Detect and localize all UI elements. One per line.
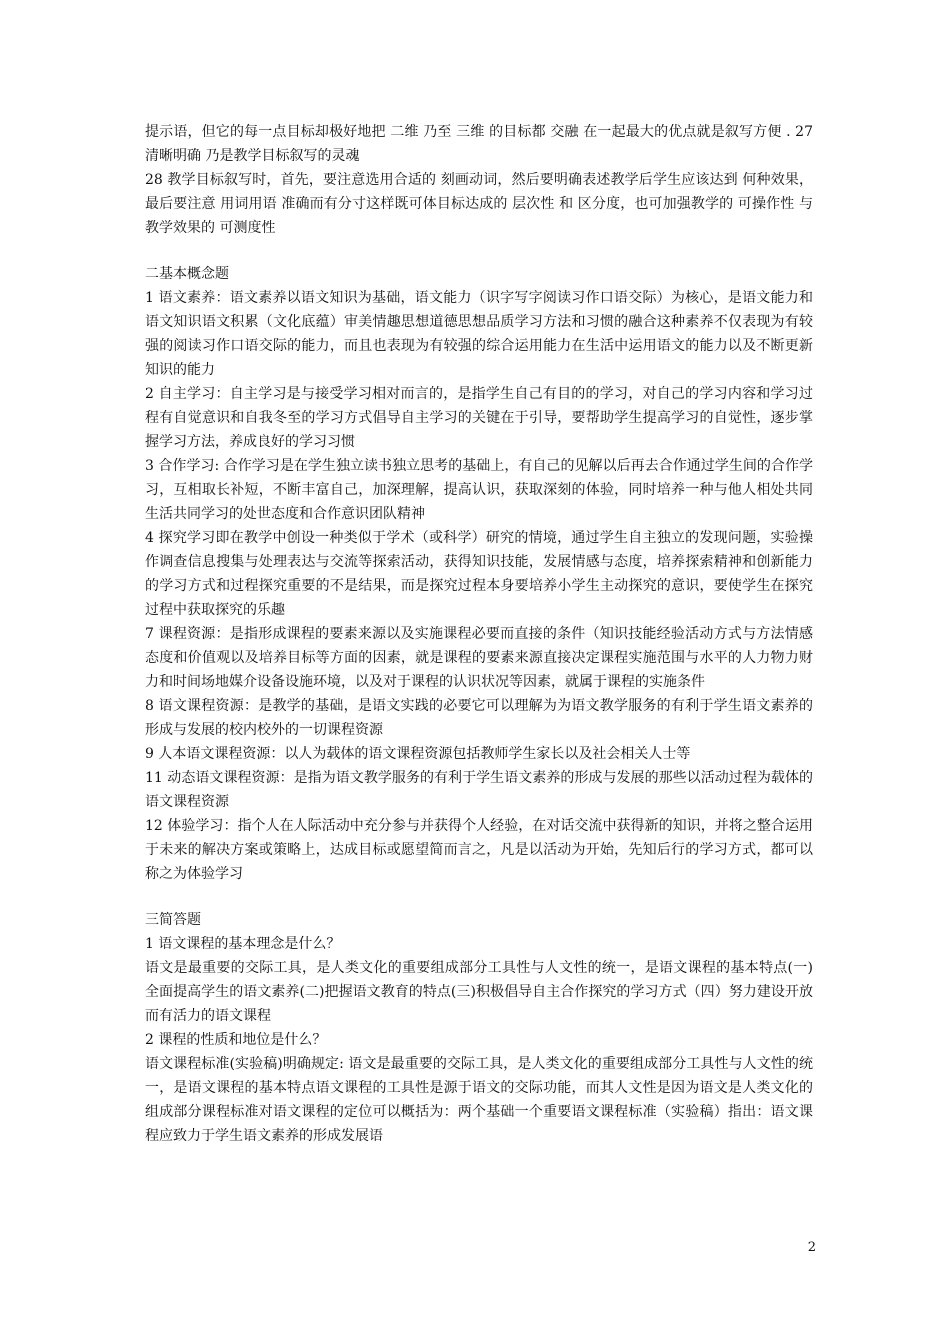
answer-item: 语文课程标准(实验稿)明确规定: 语文是最重要的交际工具，是人类文化的重要组成部分工具性与人文性的统一，是语文课程的基本特点语文课程的工具性是源于语文的交际功能，而其人文性是因为语文是人类文化的组成部分课程标准对语文课程的定位可以概括为：两个基础一个重要语文课程标准（实验稿）指出：语文课程应致力于学生语文素养的形成发展语 xyxy=(145,1056,813,1144)
concept-item: 1 语文素养：语文素养以语文知识为基础，语文能力（识字写字阅读习作口语交际）为核心，是语文能力和语文知识语文积累（文化底蕴）审美情趣思想道德思想品质学习方法和习惯的融合这种素养不仅表现为有较强的阅读习作口语交际的能力，而且也表现为有较强的综合运用能力在生活中运用语文的能力以及不断更新知识的能力 xyxy=(145,290,813,378)
intro-paragraph: 提示语，但它的每一点目标却极好地把 二维 乃至 三维 的目标都 交融 在一起最大的优点就是叙写方便 . 27 清晰明确 乃是教学目标叙写的灵魂 xyxy=(145,124,813,164)
concept-item: 9 人本语文课程资源：以人为载体的语文课程资源包括教师学生家长以及社会相关人士等 xyxy=(145,746,691,762)
section-title-basic-concepts: 二基本概念题 xyxy=(145,266,229,282)
page-number: 2 xyxy=(807,1240,816,1255)
concept-item: 2 自主学习：自主学习是与接受学习相对而言的，是指学生自己有目的的学习，对自己的学习内容和学习过程有自觉意识和自我冬至的学习方式倡导自主学习的关键在于引导，要帮助学生提高学习的自觉性，逐步掌握学习方法，养成良好的学习习惯 xyxy=(145,386,813,450)
concept-item: 7 课程资源：是指形成课程的要素来源以及实施课程必要而直接的条件（知识技能经验活动方式与方法情感态度和价值观以及培养目标等方面的因素，就是课程的要素来源直接决定课程实施范围与水平的人力物力财力和时间场地媒介设备设施环境，以及对于课程的认识状况等因素，就属于课程的实施条件 xyxy=(145,626,813,690)
concept-item: 8 语文课程资源：是教学的基础，是语文实践的必要它可以理解为为语文教学服务的有利于学生语文素养的形成与发展的校内校外的一切课程资源 xyxy=(145,698,813,738)
concept-item: 12 体验学习：指个人在人际活动中充分参与并获得个人经验，在对话交流中获得新的知识，并将之整合运用于未来的解决方案或策略上，达成目标或愿望简而言之，凡是以活动为开始，先知后行的学习方式，都可以称之为体验学习 xyxy=(145,818,813,882)
intro-paragraph: 28 教学目标叙写时，首先，要注意选用合适的 刻画动词，然后要明确表述教学后学生应该达到 何种效果，最后要注意 用词用语 准确而有分寸这样既可体目标达成的 层次性 和 区分度，也可加强教学的 可操作性 与教学效果的 可测度性 xyxy=(145,172,813,236)
section-title-short-answer: 三简答题 xyxy=(145,912,201,928)
question-item: 1 语文课程的基本理念是什么？ xyxy=(145,936,341,952)
document-body xyxy=(145,120,813,1148)
concept-item: 11 动态语文课程资源：是指为语文教学服务的有利于学生语文素养的形成与发展的那些以活动过程为载体的语文课程资源 xyxy=(145,770,813,810)
answer-item: 语文是最重要的交际工具，是人类文化的重要组成部分工具性与人文性的统一，是语文课程的基本特点(一)全面提高学生的语文素养(二)把握语文教育的特点(三)积极倡导自主合作探究的学习方式（四）努力建设开放而有活力的语文课程 xyxy=(145,960,813,1024)
question-item: 2 课程的性质和地位是什么？ xyxy=(145,1032,327,1048)
concept-item: 4 探究学习即在教学中创设一种类似于学术（或科学）研究的情境，通过学生自主独立的发现问题，实验操作调查信息搜集与处理表达与交流等探索活动，获得知识技能，发展情感与态度，培养探索精神和创新能力的学习方式和过程探究重要的不是结果，而是探究过程本身要培养小学生主动探究的意识，要使学生在探究过程中获取探究的乐趣 xyxy=(145,530,813,618)
concept-item: 3 合作学习: 合作学习是在学生独立读书独立思考的基础上，有自己的见解以后再去合作通过学生间的合作学习，互相取长补短，不断丰富自己，加深理解，提高认识，获取深刻的体验，同时培养一种与他人相处共同生活共同学习的处世态度和合作意识团队精神 xyxy=(145,458,813,522)
